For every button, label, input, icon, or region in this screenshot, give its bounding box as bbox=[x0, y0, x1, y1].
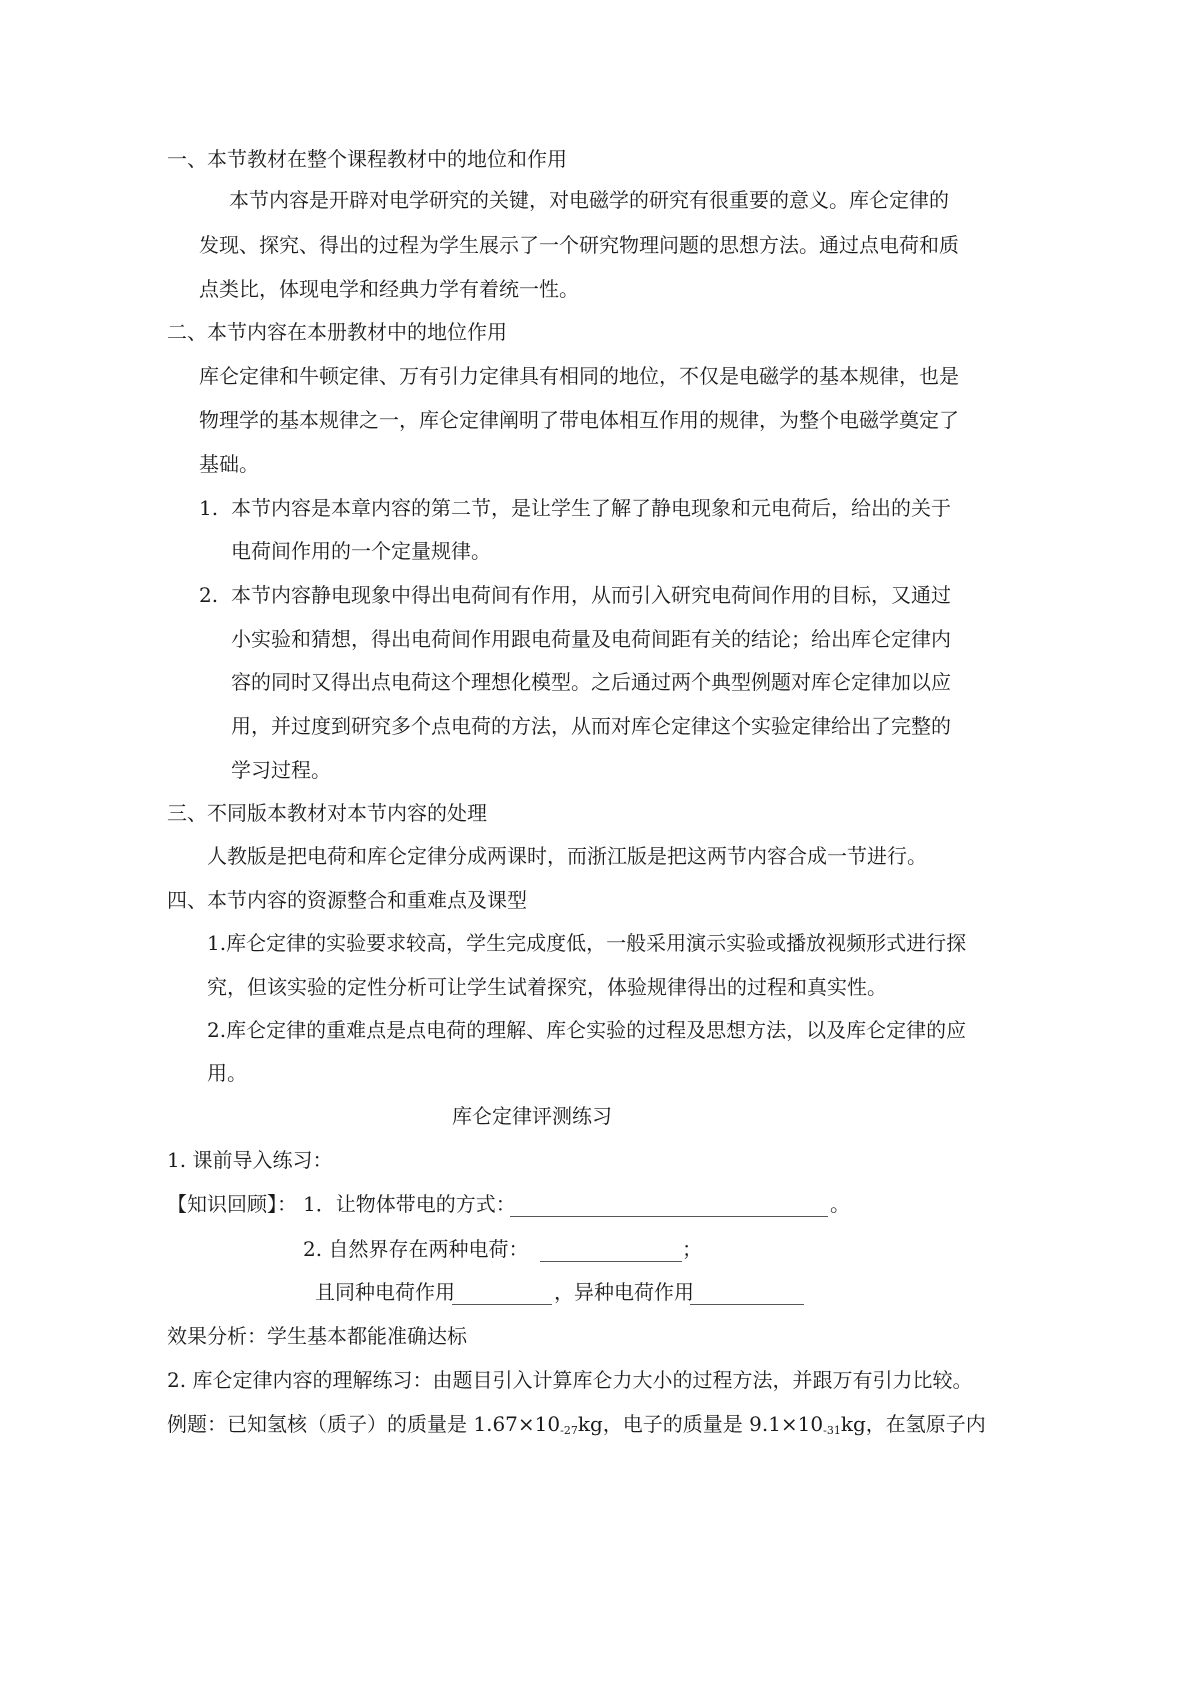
question-2: 2. 库仑定律内容的理解练习：由题目引入计算库仑力大小的过程方法，并跟万有引力比较。 bbox=[167, 1368, 973, 1392]
review-item-2-end: ； bbox=[682, 1237, 702, 1261]
exponent: -31 bbox=[823, 1424, 841, 1437]
exercise-title: 库仑定律评测练习 bbox=[452, 1104, 612, 1128]
example-text: kg，在氢原子内 bbox=[840, 1412, 986, 1436]
example-text: 例题：已知氢核（质子）的质量是 1.67×10 bbox=[167, 1412, 561, 1436]
review-item-2: 2. 自然界存在两种电荷： bbox=[303, 1237, 529, 1261]
example-problem bbox=[167, 1410, 986, 1445]
list-item-line: 学习过程。 bbox=[231, 758, 331, 782]
answer-blank[interactable] bbox=[540, 1261, 682, 1262]
exponent: -27 bbox=[560, 1424, 578, 1437]
section-2-paragraph-line: 基础。 bbox=[199, 452, 259, 476]
review-item-1: 1．让物体带电的方式： bbox=[303, 1192, 516, 1216]
review-item-3-part-a: 且同种电荷作用 bbox=[315, 1280, 455, 1304]
example-text: kg，电子的质量是 9.1×10 bbox=[577, 1412, 824, 1436]
section-1-heading: 一、本节教材在整个课程教材中的地位和作用 bbox=[167, 147, 567, 171]
section-2-heading: 二、本节内容在本册教材中的地位作用 bbox=[167, 320, 507, 344]
section-2-paragraph-line: 库仑定律和牛顿定律、万有引力定律具有相同的地位，不仅是电磁学的基本规律，也是 bbox=[199, 364, 959, 388]
section-3-heading: 三、不同版本教材对本节内容的处理 bbox=[167, 801, 487, 825]
answer-blank[interactable] bbox=[690, 1304, 804, 1305]
answer-blank[interactable] bbox=[510, 1216, 828, 1217]
section-4-paragraph-line: 1.库仑定律的实验要求较高，学生完成度低，一般采用演示实验或播放视频形式进行探 bbox=[207, 931, 967, 955]
review-item-1-end: 。 bbox=[830, 1192, 850, 1216]
section-4-paragraph-line: 究，但该实验的定性分析可让学生试着探究，体验规律得出的过程和真实性。 bbox=[207, 975, 887, 999]
section-3-paragraph-line: 人教版是把电荷和库仑定律分成两课时，而浙江版是把这两节内容合成一节进行。 bbox=[207, 844, 927, 868]
list-item-line: 本节内容静电现象中得出电荷间有作用，从而引入研究电荷间作用的目标，又通过 bbox=[231, 583, 951, 607]
section-1-paragraph-line: 本节内容是开辟对电学研究的关键，对电磁学的研究有很重要的意义。库仑定律的 bbox=[229, 188, 949, 212]
section-4-heading: 四、本节内容的资源整合和重难点及课型 bbox=[167, 888, 527, 912]
list-item-line: 本节内容是本章内容的第二节，是让学生了解了静电现象和元电荷后，给出的关于 bbox=[231, 496, 951, 520]
review-label: 【知识回顾】： bbox=[167, 1192, 297, 1216]
question-1: 1. 课前导入练习： bbox=[167, 1148, 333, 1172]
section-4-paragraph-line: 2.库仑定律的重难点是点电荷的理解、库仑实验的过程及思想方法，以及库仑定律的应 bbox=[207, 1018, 967, 1042]
section-1-paragraph-line: 点类比，体现电学和经典力学有着统一性。 bbox=[199, 277, 579, 301]
list-item-number: 2. bbox=[199, 583, 219, 607]
section-2-paragraph-line: 物理学的基本规律之一，库仑定律阐明了带电体相互作用的规律，为整个电磁学奠定了 bbox=[199, 408, 959, 432]
effect-analysis: 效果分析：学生基本都能准确达标 bbox=[167, 1324, 467, 1348]
list-item-line: 电荷间作用的一个定量规律。 bbox=[231, 539, 491, 563]
section-4-paragraph-line: 用。 bbox=[207, 1061, 247, 1085]
list-item-line: 容的同时又得出点电荷这个理想化模型。之后通过两个典型例题对库仑定律加以应 bbox=[231, 670, 951, 694]
list-item-number: 1. bbox=[199, 496, 219, 520]
review-item-3-part-b: ，异种电荷作用 bbox=[554, 1280, 694, 1304]
answer-blank[interactable] bbox=[452, 1304, 552, 1305]
section-1-paragraph-line: 发现、探究、得出的过程为学生展示了一个研究物理问题的思想方法。通过点电荷和质 bbox=[199, 233, 959, 257]
list-item-line: 用，并过度到研究多个点电荷的方法，从而对库仑定律这个实验定律给出了完整的 bbox=[231, 714, 951, 738]
list-item-line: 小实验和猜想，得出电荷间作用跟电荷量及电荷间距有关的结论；给出库仑定律内 bbox=[231, 627, 951, 651]
